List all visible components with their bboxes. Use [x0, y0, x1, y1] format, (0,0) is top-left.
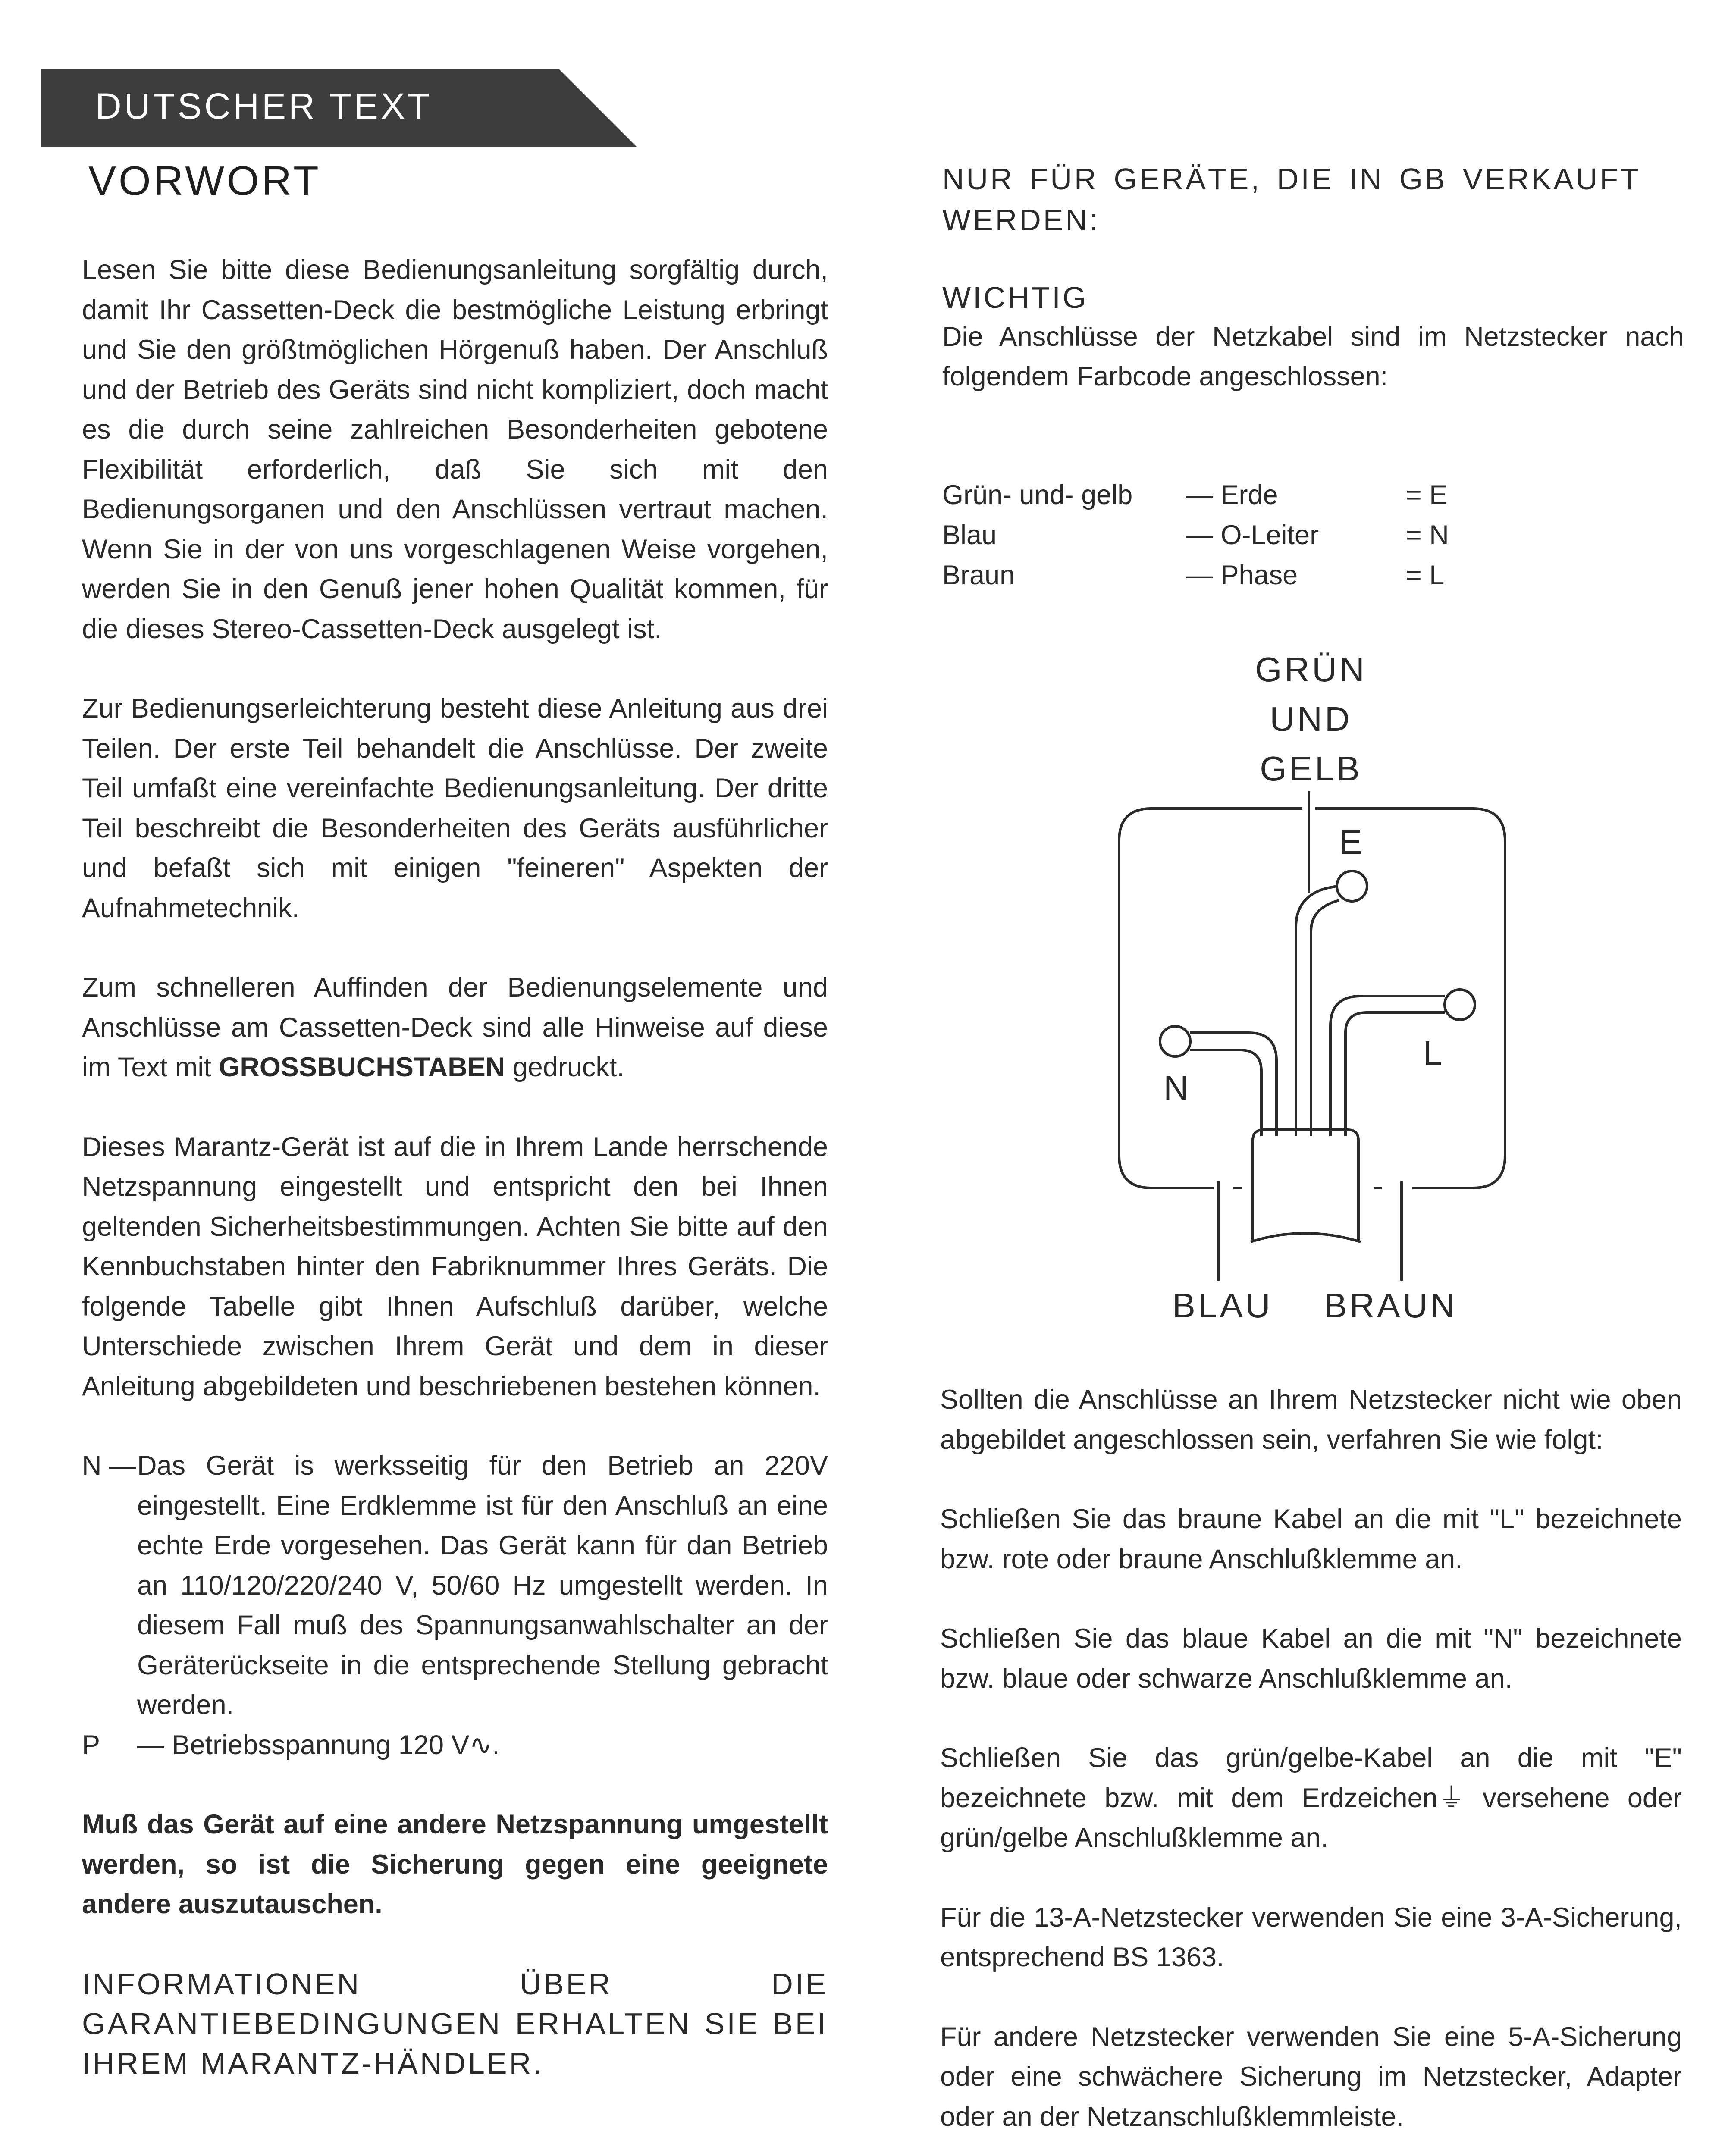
plug-wiring-diagram	[1104, 647, 1552, 1345]
gb-section-title: NUR FÜR GERÄTE, DIE IN GB VERKAUFT WERDEN:	[942, 162, 1641, 237]
color-code: = N	[1406, 520, 1449, 550]
n-text: Das Gerät is werksseitig für den Betrieb an 220V eingestellt. Eine Erdklemme ist für den Anschluß an eine echte Erde vorgesehen. Das Gerät kann für dan Betrieb an 110/120/220/240 V, 50/60 Hz umgestellt werden. In diesem Fall muß des Spannungsanwahlschalter an der Geräterückseite in die entsprechende Stellung gebracht werden.	[137, 1451, 828, 1720]
terminal-n	[1160, 1026, 1190, 1056]
label-gelb: GELB	[1260, 749, 1362, 788]
page-title: VORWORT	[88, 158, 321, 204]
earth-symbol-icon: ⏚	[1437, 1783, 1465, 1813]
n-version-item	[82, 1446, 828, 1725]
color-description: — Phase	[1186, 560, 1298, 590]
color-name: Blau	[942, 520, 997, 550]
important-text: Die Anschlüsse der Netzkabel sind im Netzstecker nach folgendem Farbcode angeschlossen:	[942, 322, 1684, 392]
label-e: E	[1339, 823, 1365, 861]
voltage-fuse-note: Muß das Gerät auf eine andere Netzspannung umgestellt werden, so ist die Sicherung gegen eine geeignete andere auszutauschen.	[82, 1809, 828, 1919]
section-banner	[41, 69, 637, 147]
color-code: = L	[1406, 560, 1445, 590]
live-wire-inner	[1346, 1012, 1445, 1136]
label-und: UND	[1270, 700, 1352, 738]
left-column	[82, 250, 828, 2083]
brown-wire-instruction: Schließen Sie das braune Kabel an die mit "L" bezeichnete bzw. rote oder braune Anschlußklemme an.	[940, 1504, 1682, 1574]
label-l: L	[1423, 1034, 1445, 1072]
label-gruen: GRÜN	[1255, 650, 1367, 689]
p-text: — Betriebsspannung 120 V∿.	[137, 1730, 500, 1760]
color-row	[942, 479, 1503, 520]
neutral-wire-outer	[1190, 1033, 1276, 1136]
cable-sheath	[1253, 1130, 1358, 1240]
p-marker: P	[82, 1730, 100, 1760]
terminal-l	[1445, 990, 1475, 1020]
label-blau: BLAU	[1172, 1286, 1273, 1325]
para4-start: Schließen Sie das grün/gelbe-Kabel an die mit "E" bezeichnete bzw. mit dem Erdzeichen	[940, 1743, 1682, 1813]
label-braun: BRAUN	[1324, 1286, 1458, 1325]
fuse-13a-instruction: Für die 13-A-Netzstecker verwenden Sie eine 3-A-Sicherung, entsprechend BS 1363.	[940, 1902, 1682, 1972]
color-description: — Erde	[1186, 480, 1278, 510]
banner-label: DUTSCHER TEXT	[95, 86, 433, 126]
para3-start: Zum schnelleren Auffinden der Bedienungselemente und Anschlüsse am Cassetten-Deck sind alle Hinweise auf diese im Text mit	[82, 972, 828, 1082]
foreword-paragraph-3	[82, 968, 828, 1087]
color-name: Grün- und- gelb	[942, 480, 1133, 510]
foreword-paragraph-1: Lesen Sie bitte diese Bedienungsanleitung sorgfältig durch, damit Ihr Cassetten-Deck die bestmögliche Leistung erbringt und Sie den größtmöglichen Hörgenuß haben. Der Anschluß und der Betrieb des Geräts sind nicht kompliziert, doch macht es die durch seine zahlreichen Besonderheiten gebotene Flexibilität erforderlich, daß Sie sich mit den Bedienungsorganen und den Anschlüssen vertraut machen. Wenn Sie in der von uns vorgeschlagenen Weise vorgehen, werden Sie in den Genuß jener hohen Qualität kommen, für die dieses Stereo-Cassetten-Deck ausgelegt ist.	[82, 255, 828, 644]
neutral-wire-inner	[1190, 1050, 1261, 1136]
fuse-other-instruction: Für andere Netzstecker verwenden Sie eine 5-A-Sicherung oder eine schwächere Sicherung im Netzstecker, Adapter oder an der Netzanschlußklemmleiste.	[940, 2021, 1682, 2132]
foreword-paragraph-2: Zur Bedienungserleichterung besteht diese Anleitung aus drei Teilen. Der erste Teil behandelt die Anschlüsse. Der zweite Teil umfaßt eine vereinfachte Bedienungsanleitung. Der dritte Teil beschreibt die Besonderheiten des Geräts ausführlicher und befaßt sich mit einigen "feineren" Aspekten der Aufnahmetechnik.	[82, 693, 828, 923]
p-version-item	[82, 1725, 828, 1765]
color-row	[942, 560, 1503, 600]
label-n: N	[1164, 1069, 1191, 1107]
color-code-table	[942, 479, 1503, 600]
earth-wire-instruction	[940, 1738, 1682, 1858]
n-marker: N —	[82, 1451, 136, 1481]
color-description: — O-Leiter	[1186, 520, 1319, 550]
para4-end: versehene oder grün/gelbe Anschlußklemme an.	[940, 1783, 1682, 1853]
blue-wire-instruction: Schließen Sie das blaue Kabel an die mit "N" bezeichnete bzw. blaue oder schwarze Anschlußklemme an.	[940, 1623, 1682, 1694]
important-label: WICHTIG	[942, 281, 1088, 314]
cable-sheath-end	[1251, 1233, 1361, 1242]
instructions-intro: Sollten die Anschlüsse an Ihrem Netzstecker nicht wie oben abgebildet angeschlossen sein, verfahren Sie wie folgt:	[940, 1385, 1682, 1455]
right-column	[940, 1380, 1682, 2137]
terminal-e	[1337, 871, 1367, 901]
foreword-paragraph-4: Dieses Marantz-Gerät ist auf die in Ihrem Lande herrschende Netzspannung eingestellt und entspricht den bei Ihnen geltenden Sicherheitsbestimmungen. Achten Sie bitte auf den Kennbuchstaben hinter den Fabriknummer Ihres Geräts. Die folgende Tabelle gibt Ihnen Aufschluß darüber, welche Unterschiede zwischen Ihrem Gerät und dem in dieser Anleitung abgebildeten und beschriebenen bestehen können.	[82, 1131, 828, 1401]
color-name: Braun	[942, 560, 1015, 590]
para3-end: gedruckt.	[505, 1052, 624, 1082]
color-code: = E	[1406, 480, 1448, 510]
warranty-info: INFORMATIONEN ÜBER DIE GARANTIEBEDINGUNGEN ERHALTEN SIE BEI IHREM MARANTZ-HÄNDLER.	[82, 1967, 828, 2080]
para3-bold: GROSSBUCHSTABEN	[219, 1052, 505, 1082]
color-row	[942, 520, 1503, 560]
earth-wire-inner	[1311, 900, 1339, 1136]
